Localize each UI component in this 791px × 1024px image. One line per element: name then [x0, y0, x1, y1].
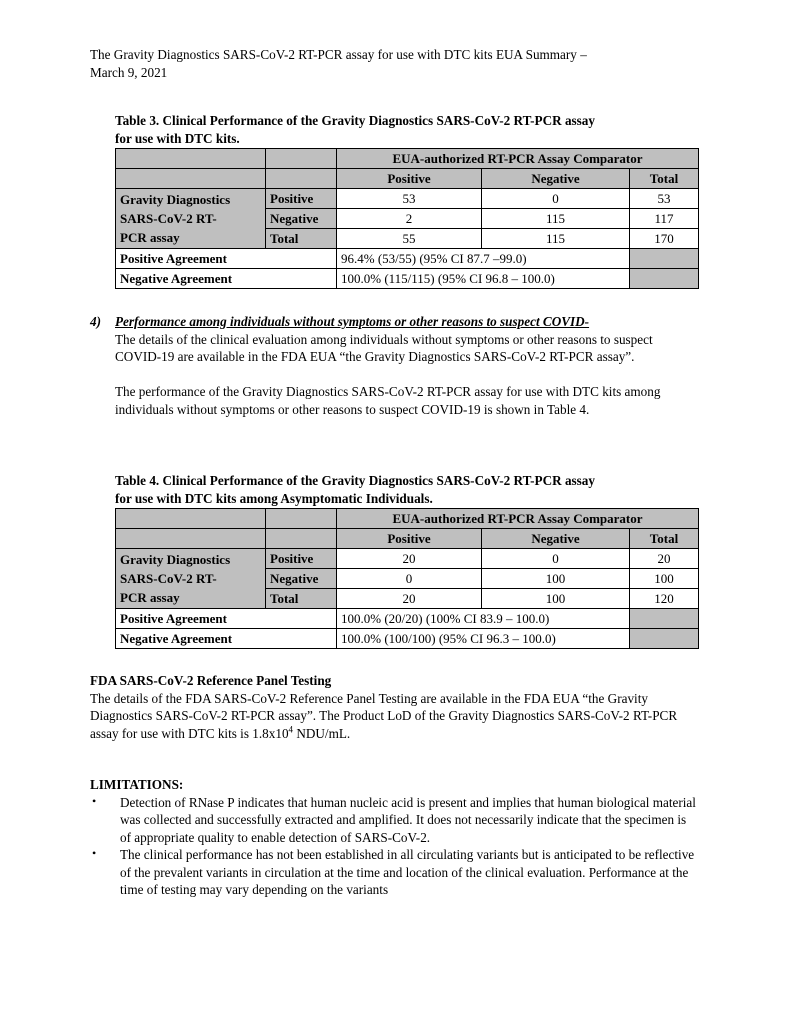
table-4-corner-blank-4	[266, 529, 337, 549]
reference-panel-section	[90, 672, 698, 742]
table-3-cell-pos-total: 53	[630, 189, 699, 209]
table-row	[116, 529, 699, 549]
table-3-section	[115, 112, 698, 289]
table-4-positive-agreement-blank	[630, 609, 699, 629]
table-3-row-stub	[116, 189, 266, 249]
table-4-cell-pos-total: 20	[630, 549, 699, 569]
table-4-corner-blank	[116, 509, 266, 529]
table-3-row-label-negative: Negative	[266, 209, 337, 229]
table-row	[116, 509, 699, 529]
running-header	[90, 46, 695, 81]
table-3-stub-line-1: Gravity Diagnostics	[120, 191, 231, 207]
table-4-col-header-negative: Negative	[482, 529, 630, 549]
table-4-row-stub	[116, 549, 266, 609]
table-4-cell-pos-neg: 0	[482, 549, 630, 569]
table-4-cell-neg-total: 100	[630, 569, 699, 589]
table-3-cell-pos-neg: 0	[482, 189, 630, 209]
table-3-cell-neg-pos: 2	[337, 209, 482, 229]
running-header-line-1: The Gravity Diagnostics SARS-CoV-2 RT-PCR assay for use with DTC kits EUA Summary –	[90, 47, 587, 62]
table-4-negative-agreement-value: 100.0% (100/100) (95% CI 96.3 – 100.0)	[337, 629, 630, 649]
table-3-caption-line-1: Table 3. Clinical Performance of the Gravity Diagnostics SARS-CoV-2 RT-PCR assay	[115, 113, 595, 128]
table-4-stub-line-2: SARS-CoV-2 RT-	[120, 571, 217, 587]
numbered-item-4-paragraph-1: The details of the clinical evaluation among individuals without symptoms or other reasons to suspect COVID-19 are available in the FDA EUA “the Gravity Diagnostics SARS-CoV-2 RT-PCR assay”.	[115, 331, 653, 364]
table-3-cell-total-pos: 55	[337, 229, 482, 249]
table-3-col-header-total: Total	[630, 169, 699, 189]
table-4-positive-agreement-value: 100.0% (20/20) (100% CI 83.9 – 100.0)	[337, 609, 630, 629]
table-4-cell-total-total: 120	[630, 589, 699, 609]
table-3-caption-line-2: for use with DTC kits.	[115, 130, 240, 146]
list-item	[90, 794, 698, 847]
table-3-row-label-positive: Positive	[266, 189, 337, 209]
table-3-corner-blank-4	[266, 169, 337, 189]
table-4-comparator-header: EUA-authorized RT-PCR Assay Comparator	[337, 509, 699, 529]
table-4-cell-total-neg: 100	[482, 589, 630, 609]
table-row	[116, 189, 699, 209]
table-4-caption-line-2: for use with DTC kits among Asymptomatic Individuals.	[115, 490, 433, 506]
limitations-item-text: Detection of RNase P indicates that human nucleic acid is present and implies that human biological material was collected and successfully extracted and amplified. It does not necessarily indicate that the specimen is of appropriate quality to enable detection of SARS-CoV-2.	[120, 794, 696, 845]
table-4-stub-line-1: Gravity Diagnostics	[120, 551, 231, 567]
table-3-col-header-negative: Negative	[482, 169, 630, 189]
list-item	[90, 846, 698, 899]
table-row	[116, 629, 699, 649]
table-3-stub-line-2: SARS-CoV-2 RT-	[120, 211, 217, 227]
table-3-corner-blank-2	[266, 149, 337, 169]
table-4-stub-line-3: PCR assay	[120, 590, 180, 606]
numbered-item-4	[90, 313, 698, 418]
table-4-caption-line-1: Table 4. Clinical Performance of the Gravity Diagnostics SARS-CoV-2 RT-PCR assay	[115, 473, 595, 488]
table-4-row-label-positive: Positive	[266, 549, 337, 569]
table-3-cell-pos-pos: 53	[337, 189, 482, 209]
table-3-comparator-header: EUA-authorized RT-PCR Assay Comparator	[337, 149, 699, 169]
reference-panel-body-part-1: The details of the FDA SARS-CoV-2 Reference Panel Testing are available in the FDA EUA “the Gravity Diagnostics SARS-CoV-2 RT-PCR assay”. The Product LoD of the Gravity Diagnostics SARS-CoV-2 RT-PCR assay for use with DTC kits is 1.8x10	[90, 690, 678, 741]
table-3-positive-agreement-blank	[630, 249, 699, 269]
limitations-section	[90, 776, 698, 899]
table-3-col-header-positive: Positive	[337, 169, 482, 189]
reference-panel-exponent: 4	[288, 724, 294, 735]
table-row	[116, 249, 699, 269]
table-3-clinical-performance	[115, 148, 699, 289]
table-row	[116, 149, 699, 169]
table-row	[116, 169, 699, 189]
table-3-cell-total-neg: 115	[482, 229, 630, 249]
reference-panel-body-part-2: NDU/mL.	[293, 725, 351, 741]
table-4-negative-agreement-blank	[630, 629, 699, 649]
numbered-item-4-marker: 4)	[90, 314, 101, 329]
numbered-item-4-paragraph-2: The performance of the Gravity Diagnostics SARS-CoV-2 RT-PCR assay for use with DTC kits among individuals without symptoms or other reasons to suspect COVID-19 is shown in Table 4.	[115, 384, 661, 417]
numbered-item-4-heading: Performance among individuals without symptoms or other reasons to suspect COVID-	[115, 314, 590, 329]
table-4-row-label-negative: Negative	[266, 569, 337, 589]
running-header-line-2: March 9, 2021	[90, 64, 168, 80]
table-3-corner-blank	[116, 149, 266, 169]
table-4-col-header-total: Total	[630, 529, 699, 549]
table-4-cell-pos-pos: 20	[337, 549, 482, 569]
table-3-cell-neg-neg: 115	[482, 209, 630, 229]
table-3-positive-agreement-value: 96.4% (53/55) (95% CI 87.7 –99.0)	[337, 249, 630, 269]
table-4-cell-neg-pos: 0	[337, 569, 482, 589]
table-3-negative-agreement-blank	[630, 269, 699, 289]
table-3-cell-neg-total: 117	[630, 209, 699, 229]
table-4-col-header-positive: Positive	[337, 529, 482, 549]
table-row	[116, 609, 699, 629]
table-3-negative-agreement-label: Negative Agreement	[116, 269, 337, 289]
table-3-caption	[115, 112, 698, 147]
table-4-section	[115, 472, 698, 649]
table-4-cell-neg-neg: 100	[482, 569, 630, 589]
limitations-heading: LIMITATIONS:	[90, 777, 184, 792]
table-3-row-label-total: Total	[266, 229, 337, 249]
table-4-row-label-total: Total	[266, 589, 337, 609]
table-4-cell-total-pos: 20	[337, 589, 482, 609]
table-3-cell-total-total: 170	[630, 229, 699, 249]
table-3-positive-agreement-label: Positive Agreement	[116, 249, 337, 269]
table-4-caption	[115, 472, 698, 507]
table-3-stub-line-3: PCR assay	[120, 230, 180, 246]
bullet-icon: •	[92, 793, 97, 808]
table-row	[116, 549, 699, 569]
limitations-item-text: The clinical performance has not been established in all circulating variants but is anticipated to be reflective of the prevalent variants in circulation at the time and location of the clinical evaluation. Performance at the time of testing may vary depending on the variants	[120, 847, 695, 897]
reference-panel-body	[90, 690, 698, 743]
table-4-corner-blank-3	[116, 529, 266, 549]
table-4-clinical-performance-asymptomatic	[115, 508, 699, 649]
table-row	[116, 269, 699, 289]
bullet-icon: •	[92, 846, 97, 860]
reference-panel-heading: FDA SARS-CoV-2 Reference Panel Testing	[90, 673, 332, 688]
table-3-corner-blank-3	[116, 169, 266, 189]
table-4-positive-agreement-label: Positive Agreement	[116, 609, 337, 629]
table-3-negative-agreement-value: 100.0% (115/115) (95% CI 96.8 – 100.0)	[337, 269, 630, 289]
table-4-corner-blank-2	[266, 509, 337, 529]
table-4-negative-agreement-label: Negative Agreement	[116, 629, 337, 649]
